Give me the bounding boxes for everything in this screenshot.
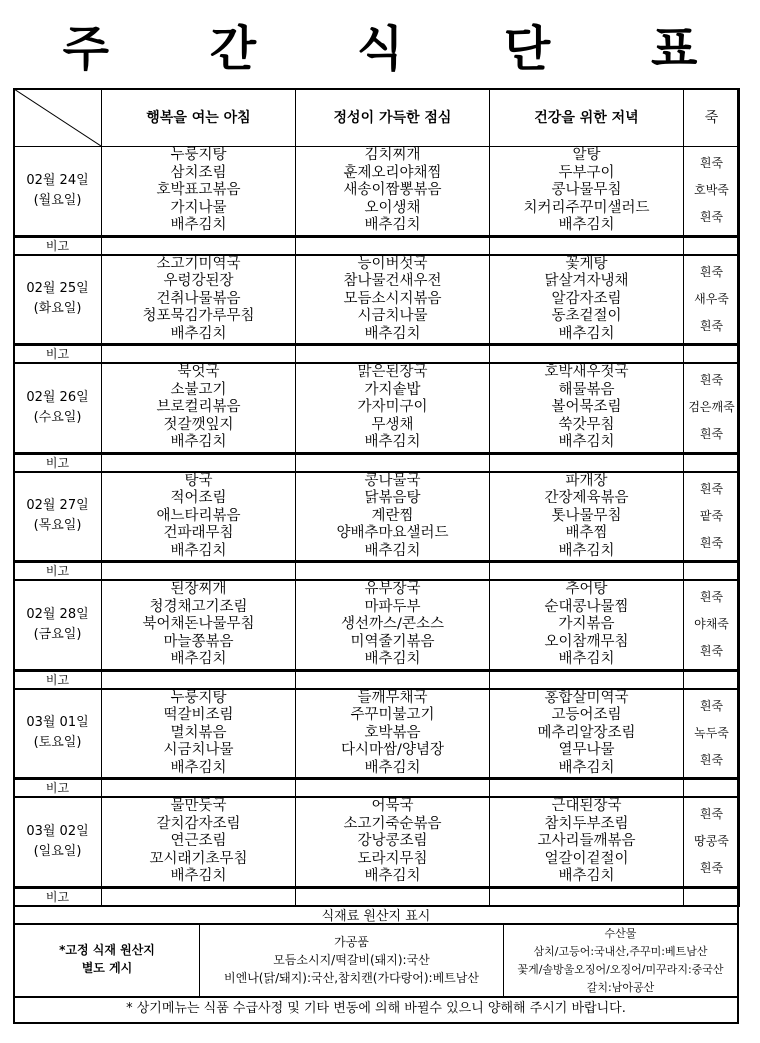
- dish-item: 도라지무침: [357, 850, 428, 867]
- porridge-item: 검은깨죽: [688, 400, 735, 415]
- date-label: 02월 24일: [26, 172, 89, 188]
- dish-item: 배추김치: [558, 325, 615, 342]
- dish-item: 추어탕: [565, 581, 608, 597]
- dish-item: 배추김치: [558, 434, 615, 450]
- porridge-item: 야채죽: [694, 617, 729, 632]
- dish-item: 소고기미역국: [156, 255, 241, 272]
- dish-item: 배추김치: [364, 542, 421, 559]
- porridge-item: 녹두죽: [694, 725, 729, 740]
- dish-item: 두부구이: [558, 164, 615, 181]
- dish-item: 배추김치: [170, 868, 227, 884]
- dish-item: 된장찌개: [170, 581, 227, 597]
- dish-item: 배추김치: [170, 542, 227, 559]
- origin-processed-line: 비엔나(닭/돼지):국산,참치캔(가다랑어):베트남산: [224, 971, 479, 985]
- porridge-item: 흰죽: [699, 156, 724, 171]
- dish-item: 배추김치: [170, 759, 227, 776]
- dish-item: 소고기죽순볶음: [343, 815, 442, 832]
- dish-item: 연근조림: [170, 833, 227, 849]
- note-label: 비고: [14, 887, 102, 906]
- note-label: 비고: [14, 453, 102, 472]
- dish-item: 모듬소시지볶음: [343, 290, 442, 307]
- dish-item: 동초겉절이: [551, 308, 622, 324]
- porridge-item: 흰죽: [699, 644, 724, 659]
- origin-seafood-title: 수산물: [604, 927, 637, 940]
- dish-item: 삼치조림: [170, 164, 227, 181]
- origin-processed-line: 모듬소시지/떡갈비(돼지):국산: [273, 953, 430, 967]
- dish-item: 무생채: [371, 416, 414, 433]
- dish-item: 근대된장국: [551, 798, 622, 814]
- dish-item: 고사리들깨볶음: [537, 833, 636, 849]
- origin-seafood-line: 삼치/고등어:국내산,주꾸미:베트남산: [533, 945, 708, 958]
- dish-item: 열무나물: [558, 742, 615, 758]
- porridge-item: 팥죽: [699, 508, 724, 523]
- origin-seafood-line: 갈치:남아공산: [586, 981, 655, 994]
- dish-item: 톳나물무침: [551, 507, 622, 524]
- dish-item: 배추김치: [170, 434, 227, 450]
- porridge-item: 흰죽: [699, 752, 724, 767]
- dish-item: 볼어묵조림: [551, 399, 622, 415]
- dish-item: 젓갈깻잎지: [163, 416, 234, 433]
- origin-seafood-line: 꽃게/솔방울오징어/오징어/미꾸라지:중국산: [517, 963, 724, 976]
- dish-item: 멸치볶음: [170, 724, 227, 741]
- dish-item: 꽃게탕: [565, 255, 608, 272]
- dish-item: 메추리알장조림: [537, 724, 636, 741]
- weekday-label: (토요일): [33, 735, 82, 751]
- dish-item: 청경채고기조림: [149, 598, 248, 615]
- dish-item: 파개장: [565, 472, 608, 489]
- dish-item: 배추김치: [170, 325, 227, 342]
- porridge-item: 흰죽: [699, 373, 724, 388]
- dish-item: 오이참깨무침: [544, 633, 629, 650]
- dish-item: 쑥갓무침: [558, 416, 615, 433]
- weekday-label: (금요일): [33, 626, 82, 642]
- dish-item: 닭볶음탕: [364, 490, 421, 506]
- dish-item: 배추김치: [364, 651, 421, 667]
- porridge-item: 흰죽: [699, 318, 724, 333]
- porridge-item: 흰죽: [699, 807, 724, 822]
- dish-item: 콩나물국: [364, 472, 421, 489]
- dish-item: 배추김치: [364, 434, 421, 450]
- weekday-label: (화요일): [33, 301, 82, 317]
- dish-item: 호박표고볶음: [156, 182, 241, 198]
- dish-item: 배추찜: [565, 525, 608, 541]
- dish-item: 소불고기: [170, 381, 227, 398]
- porridge-item: 새우죽: [694, 291, 729, 306]
- dish-item: 맑은된장국: [357, 364, 428, 380]
- dish-item: 떡갈비조림: [163, 707, 234, 723]
- dish-item: 가자미구이: [357, 399, 428, 415]
- dish-item: 들깨무채국: [357, 689, 428, 706]
- dish-item: 호박볶음: [364, 724, 421, 741]
- dish-item: 꼬시래기초무침: [149, 850, 248, 867]
- dish-item: 간장제육볶음: [544, 490, 629, 506]
- dish-item: 시금치나물: [357, 308, 428, 324]
- dish-item: 갈치감자조림: [156, 815, 241, 832]
- porridge-item: 흰죽: [699, 698, 724, 713]
- dish-item: 배추김치: [558, 217, 615, 233]
- dish-item: 배추김치: [364, 325, 421, 342]
- origin-fixed-line2: 별도 게시: [81, 961, 133, 975]
- dish-item: 적어조림: [170, 490, 227, 506]
- porridge-item: 흰죽: [699, 861, 724, 876]
- dish-item: 브로컬리볶음: [156, 399, 241, 415]
- date-label: 02월 26일: [26, 389, 89, 405]
- dish-item: 다시마쌈/양념장: [341, 742, 444, 758]
- weekday-label: (수요일): [33, 409, 82, 425]
- note-label: 비고: [14, 345, 102, 364]
- dish-item: 시금치나물: [163, 742, 234, 758]
- dish-item: 가지볶음: [558, 616, 615, 632]
- dish-item: 배추김치: [558, 651, 615, 667]
- weekday-label: (목요일): [33, 518, 82, 534]
- dish-item: 건파래무침: [163, 525, 234, 541]
- porridge-item: 흰죽: [699, 590, 724, 605]
- dish-item: 훈제오리야채찜: [343, 164, 442, 181]
- date-label: 03월 02일: [26, 823, 89, 839]
- date-label: 02월 27일: [26, 498, 89, 514]
- dish-item: 주꾸미불고기: [350, 707, 435, 723]
- dish-item: 콩나물무침: [551, 182, 622, 198]
- dish-item: 건취나물볶음: [156, 290, 241, 307]
- dish-item: 배추김치: [364, 868, 421, 884]
- outer-border: [13, 88, 739, 1024]
- dish-item: 배추김치: [558, 759, 615, 776]
- origin-processed-title: 가공품: [334, 935, 369, 949]
- header-lunch: 정성이 가득한 점심: [296, 89, 490, 147]
- porridge-item: 흰죽: [699, 481, 724, 496]
- dish-item: 알감자조림: [551, 290, 622, 307]
- dish-item: 참나물건새우전: [343, 273, 442, 289]
- origin-fixed-line1: *고정 식재 원산지: [59, 943, 155, 957]
- dish-item: 우렁강된장: [163, 273, 234, 289]
- dish-item: 마파두부: [364, 598, 421, 615]
- dish-item: 배추김치: [364, 759, 421, 776]
- dish-item: 홍합살미역국: [544, 689, 629, 706]
- dish-item: 미역줄기볶음: [350, 633, 435, 650]
- dish-item: 마늘쫑볶음: [163, 633, 234, 650]
- note-label: 비고: [14, 562, 102, 581]
- dish-item: 양배추마요샐러드: [336, 525, 449, 541]
- date-label: 02월 28일: [26, 606, 89, 622]
- dish-item: 누룽지탕: [170, 147, 227, 163]
- dish-item: 탕국: [184, 472, 213, 489]
- origin-heading: 식재료 원산지 표시: [15, 905, 737, 925]
- dish-item: 닭살겨자냉채: [544, 273, 629, 289]
- dish-item: 호박새우젓국: [544, 364, 629, 380]
- dish-item: 얼갈이겉절이: [544, 850, 629, 867]
- note-label: 비고: [14, 670, 102, 689]
- porridge-item: 호박죽: [694, 183, 729, 198]
- porridge-item: 땅콩죽: [694, 834, 729, 849]
- page-title: 주 간 식 단 표: [62, 21, 740, 77]
- dish-item: 어묵국: [371, 798, 414, 814]
- dish-item: 배추김치: [364, 217, 421, 233]
- dish-item: 누룽지탕: [170, 689, 227, 706]
- dish-item: 알탕: [572, 147, 601, 163]
- header-dinner: 건강을 위한 저녁: [490, 89, 684, 147]
- dish-item: 김치찌개: [364, 147, 421, 163]
- dish-item: 가지솥밥: [364, 381, 421, 398]
- dish-item: 배추김치: [558, 542, 615, 559]
- date-label: 02월 25일: [26, 281, 89, 297]
- dish-item: 새송이짬뽕볶음: [343, 182, 442, 198]
- dish-item: 북어채돈나물무침: [142, 616, 255, 632]
- weekday-label: (월요일): [33, 192, 82, 208]
- dish-item: 애느타리볶음: [156, 507, 241, 524]
- dish-item: 가지나물: [170, 199, 227, 216]
- dish-item: 배추김치: [170, 217, 227, 233]
- dish-item: 계란찜: [371, 507, 414, 524]
- dish-item: 생선까스/콘소스: [341, 616, 444, 632]
- dish-item: 유부장국: [364, 581, 421, 597]
- dish-item: 배추김치: [558, 868, 615, 884]
- footnote: * 상기메뉴는 식품 수급사정 및 기타 변동에 의해 바뀔수 있으니 양해해 주시기 바랍니다.: [126, 1001, 626, 1016]
- porridge-item: 흰죽: [699, 535, 724, 550]
- dish-item: 해물볶음: [558, 381, 615, 398]
- date-label: 03월 01일: [26, 715, 89, 731]
- dish-item: 순대콩나물찜: [544, 598, 629, 615]
- note-label: 비고: [14, 236, 102, 255]
- dish-item: 참치두부조림: [544, 815, 629, 832]
- dish-item: 청포묵김가루무침: [142, 308, 255, 324]
- dish-item: 능이버섯국: [357, 255, 428, 272]
- porridge-item: 흰죽: [699, 427, 724, 442]
- weekday-label: (일요일): [33, 843, 82, 859]
- dish-item: 치커리주꾸미샐러드: [523, 199, 650, 216]
- dish-item: 배추김치: [170, 651, 227, 667]
- dish-item: 물만둣국: [170, 798, 227, 814]
- header-breakfast: 행복을 여는 아침: [102, 89, 296, 147]
- header-porridge: 죽: [684, 89, 740, 147]
- dish-item: 고등어조림: [551, 707, 622, 723]
- dish-item: 오이생채: [364, 199, 421, 216]
- dish-item: 강낭콩조림: [357, 833, 428, 849]
- porridge-item: 흰죽: [699, 264, 724, 279]
- dish-item: 북엇국: [177, 364, 220, 380]
- porridge-item: 흰죽: [699, 210, 724, 225]
- note-label: 비고: [14, 779, 102, 798]
